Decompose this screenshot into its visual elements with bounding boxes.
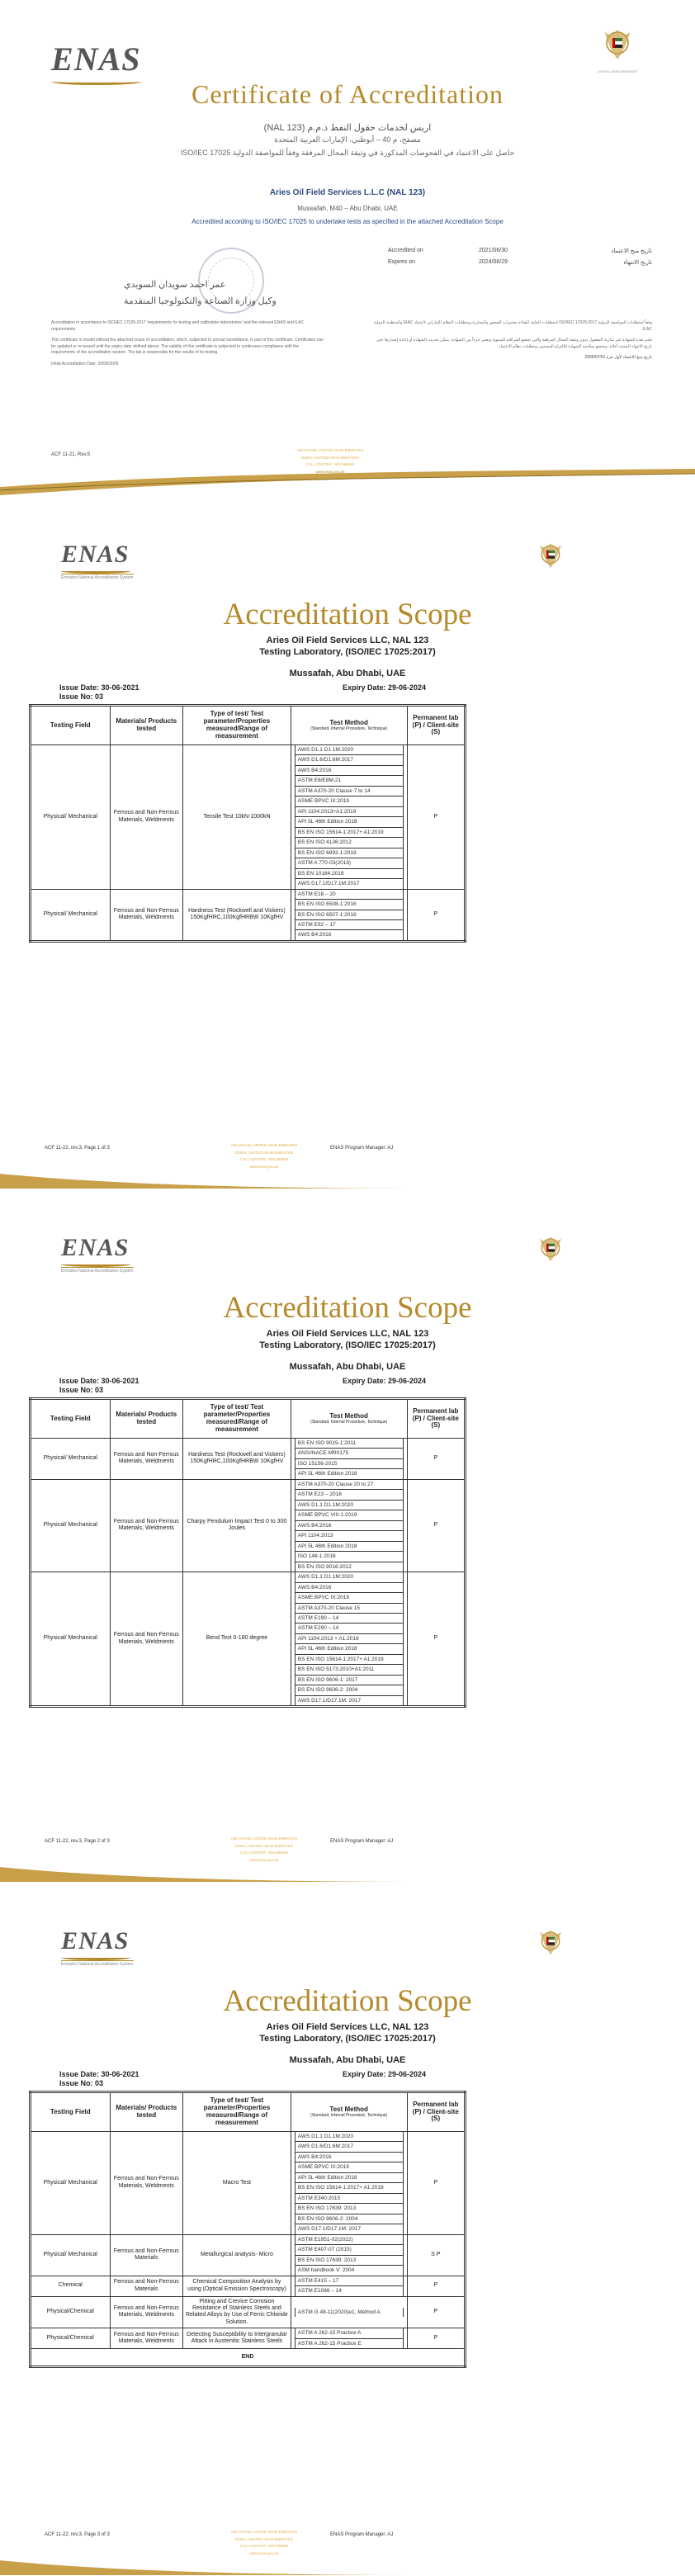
method-item: ASTM E1951-02(2022) [295,2235,403,2245]
method-item: BS EN ISO 15614-1:2017+ A1:2019 [295,828,403,838]
enas-tagline: Emirates National Accreditation System [61,1269,134,1274]
col-test-method [291,706,407,745]
issue-number: Issue No: 03 [59,692,104,701]
col-test-method [291,1399,407,1439]
method-item: ASTM G 48-11(2020)e1, Method A [297,2309,381,2315]
accredited-on-arabic: تاريخ منح الاعتماد [611,248,652,254]
table-body [31,1439,466,1707]
enas-logo [61,541,134,580]
method-list [295,2132,404,2234]
certificate-notes-arabic [371,320,652,366]
cell-test-type: Chemical Composition Analysis by using (Optical Emission Spectroscopy) [183,2276,291,2296]
method-item: ASTM E23 – 2018 [295,1490,403,1500]
col-test-type: Type of test/ Test parameter/Properties measured/Range of measurement [183,706,291,745]
col-test-type: Type of test/ Test parameter/Properties measured/Range of measurement [183,2092,291,2132]
program-manager: ENAS Program Manager: AJ [330,2532,394,2537]
col-test-method-sub: (Standard, Internal Procedure, Technique) [310,1419,388,1425]
method-item: ASTM E407-07 (2015) [295,2245,403,2255]
scope-title: Accreditation Scope [223,1291,472,1325]
cell-test-type: Tensile Test 10kN-1000kN [183,745,291,890]
initial-accreditation-arabic [371,355,652,362]
cell-test-type: Pitting and Crevice Corrosion Resistance of Stainless Steels and Related Alloys by Use of Ferric Chloride Solution. [183,2296,291,2328]
uae-emblem [534,538,567,576]
method-item: ASTM E1086 – 14 [297,2288,342,2295]
method-item: AWS D1.6/D1.6M:2017 [295,755,403,765]
signatory-name: عمر احمد سويدان السويدي [124,280,226,290]
method-item: AWS B4:2016 [295,766,403,776]
method-item: AWS D1.1 D1.1M:2020 [295,745,403,755]
scope-table [29,704,466,943]
scope-contact-3: CALL CENTER : 600 565656 [239,1157,289,1162]
method-item: ASTM E92 – 17 [295,920,403,930]
gold-wave-decoration [0,469,695,495]
contact-line-1: ABU DHABI, UNITED ARAB EMIRATES [296,448,364,452]
method-item: ASME BPVC IX:2019 [295,796,403,806]
page-footer-code: ACF 11-22, rev.3, Page 3 of 3 [45,2532,110,2537]
cell-materials: Ferrous and Non-Ferrous Materials, Weldments [110,2132,183,2235]
cell-lab-type: P [407,2296,465,2328]
issue-date: Issue Date: 30-06-2021 [59,2070,139,2078]
method-item: BS EN ISO 4136:2012 [295,838,403,848]
issue-date: Issue Date: 30-06-2021 [59,683,139,692]
uae-emblem [598,23,637,73]
falcon-emblem-icon [534,1925,567,1963]
scope-table [29,2091,466,2368]
scope-table [29,1397,466,1708]
table-row [31,2328,466,2349]
method-item: ASTM E8/E8M-21 [295,776,403,786]
cell-test-methods [291,2132,407,2235]
col-testing-field: Testing Field [31,1399,111,1439]
cell-test-methods [291,2234,407,2276]
table-row [31,2234,466,2276]
method-item: AWS D1.1 D1.1M:2020 [295,2132,403,2142]
cell-test-type: Detecting Susceptibility to Intergranular Attack in Austenitic Stainless Steels [183,2328,291,2349]
method-item: AWS D17.1/D17.1M:2017 [297,881,360,887]
note-3: Initial Accreditation Date: 30/06/2009 [51,361,119,366]
method-item: BS EN ISO 9015-1:2011 [295,1439,403,1449]
method-item: AWS D1.6/D1.6M:2017 [295,2142,403,2152]
cell-testing-field: Physical/Chemical [31,2296,111,2328]
cell-testing-field: Physical/ Mechanical [31,889,111,941]
cell-lab-type: P [407,2276,465,2296]
cell-lab-type: P [407,1479,465,1572]
falcon-emblem-icon [534,538,567,576]
cell-testing-field: Physical/ Mechanical [31,745,111,890]
cell-materials: Ferrous and Non-Ferrous Materials [110,2234,183,2276]
method-item: ASTM E190 – 14 [295,1614,403,1624]
method-item: ISO 15156-2015 [295,1459,403,1469]
method-item: API 1104:2013+A1:2019 [295,807,403,817]
expiry-date: Expiry Date: 29-06-2024 [343,2070,427,2078]
cell-test-type: Metallurgical analysis- Micro [183,2234,291,2276]
cell-materials: Ferrous and Non-Ferrous Materials, Weldments [110,2296,183,2328]
company-address: Mussafah, M40 – Abu Dhabi, UAE [297,205,398,212]
certificate-notes [51,320,324,372]
method-item: AWS D1.1 D1.1M:2020 [295,1572,403,1582]
scope-location: Mussafah, Abu Dhabi, UAE [289,669,406,678]
arabic-statement: حاصل على الاعتماد في الفحوصات المذكورة في وثيقة المجال المرفقة وفقاً للمواصفة الدولية ISO/IEC 17025 [180,149,515,157]
scope-contact-1: ABU DHABI, UNITED ARAB EMIRATES [230,2530,298,2534]
note-ar-1: وفقاً لمتطلبات المواصفة الدولية ISO/IEC 17025:2017 لمتطلبات العامة لكفاءة مختبرات الفحص والمعايرة ومتطلبات النظام الإماراتي لاعتماد EIAC والمنظمة الدولية ILAC. [373,320,652,332]
scope-page-2 [0,1189,695,1882]
scope-contact-web: www.enas.gov.ae [249,1857,279,1862]
method-item: ANSI/NACE MR0175 [295,1449,403,1458]
scope-contact-2: DUBAI, UNITED ARAB EMIRATES [234,1843,294,1848]
col-test-method-label: Test Method [329,2105,368,2113]
cell-test-methods [291,1439,407,1480]
initial-accreditation-ar-label: تاريخ منح الاعتماد لأول مرة [606,355,652,360]
method-item: API 1104:2013 + A1:2019 [295,1634,403,1644]
scope-page-1 [0,495,695,1189]
note-ar-2: تعتبر هذه الشهادة غير سارية المفعول بدون وثيقة المجال المرفقة والتي تخضع للمراقبة السنوية وتعتبر جزءاً من الشهادة. يمكن تحديث الشهادة أو إعادة إصدارها حتى تاريخ الانتهاء المحدد أعلاه، وتخضع صلاحية الشهادة للالتزام المستمر بمتطلبات نظام الاعتماد. [376,338,652,349]
cell-test-methods [291,745,407,890]
scope-contact-2: DUBAI, UNITED ARAB EMIRATES [234,1150,294,1155]
enas-wordmark: ENAS [61,1927,130,1954]
table-row [31,2276,466,2296]
cell-materials: Ferrous and Non-Ferrous Materials, Weldments [110,1479,183,1572]
method-item: BS EN ISO 9606-2: 2004 [295,1685,403,1695]
enas-wordmark: ENAS [51,40,141,78]
enas-logo [61,1234,134,1274]
method-item: ASTM E415 – 17 [295,2276,403,2286]
scope-contact-web: www.enas.gov.ae [249,2550,279,2555]
uae-emblem [534,1231,567,1269]
scope-standard: Testing Laboratory, (ISO/IEC 17025:2017) [259,647,436,657]
method-list [295,2328,404,2348]
cell-materials: Ferrous and Non-Ferrous Materials, Weldments [110,1572,183,1707]
cell-lab-type: S P [407,2234,465,2276]
enas-tagline: Emirates National Accreditation System [61,575,134,580]
method-item: ASTM A 770-03(2018) [295,858,403,868]
method-item: AWS B4:2016 [295,1583,403,1593]
enas-logo [61,1927,134,1967]
cell-lab-type: P [407,745,465,890]
uae-emblem [534,1925,567,1963]
method-list [295,745,404,889]
table-body [31,2132,466,2349]
cell-materials: Ferrous and Non-Ferrous Materials [110,2276,183,2296]
cell-test-type: Charpy Pendulum Impact Test 0 to 300 Joules [183,1479,291,1572]
table-row [31,1439,466,1480]
scope-contact-web: www.enas.gov.ae [249,1164,279,1169]
issue-number: Issue No: 03 [59,2079,104,2087]
cell-test-methods [291,1572,407,1707]
cell-test-methods [291,889,407,941]
scope-location: Mussafah, Abu Dhabi, UAE [289,1362,406,1372]
page-footer-code: ACF 11-22, rev.3, Page 1 of 3 [45,1146,110,1151]
falcon-emblem-icon [534,1231,567,1269]
method-item: ASTM A370-20 Clause 7 to 14 [295,787,403,796]
accredited-on-label: Accredited on [388,248,423,253]
gold-wave-decoration [0,1165,695,1189]
method-item: AWS B4:2016 [297,932,332,938]
expires-on-arabic: تاريخ الانتهاء [623,260,652,266]
cell-test-methods [291,1479,407,1572]
end-marker: END [31,2349,466,2367]
table-body [31,745,466,942]
scope-contact-1: ABU DHABI, UNITED ARAB EMIRATES [230,1143,298,1147]
contact-line-2: DUBAI, UNITED ARAB EMIRATES [300,455,360,460]
table-row [31,1572,466,1707]
note-2: This certificate is invalid without the attached scope of accreditation, which, subjected to annual surveillance, is part of this certificate. Certificates can be updated or re-issued until the expiry date defined above. The validity of this certificate is subjected to continuous compliance with the requirements of the accreditation system. The lab is responsible for the results of its testing. [51,338,324,355]
method-item: ASTM A370-20 Clause 15 [295,1604,403,1614]
col-lab-type: Permanent lab (P) / Client-site (S) [407,2092,465,2132]
method-list [295,2235,404,2276]
method-item: ASME BPVC VIII-1:2019 [295,1510,403,1520]
col-test-type: Type of test/ Test parameter/Properties measured/Range of measurement [183,1399,291,1439]
cell-testing-field: Physical/ Mechanical [31,1479,111,1572]
scope-standard: Testing Laboratory, (ISO/IEC 17025:2017) [259,2034,436,2044]
cell-testing-field: Physical/ Mechanical [31,2234,111,2276]
method-item: BS EN ISO 6507-1:2018 [295,910,403,920]
program-manager: ENAS Program Manager: AJ [330,1839,394,1844]
col-test-method-sub: (Standard, Internal Procedure, Technique) [310,726,388,731]
scope-contact-2: DUBAI, UNITED ARAB EMIRATES [234,2536,294,2541]
method-item: ASTM A 262-15 Practice A [295,2328,403,2338]
accredited-on-row [388,248,652,254]
expiry-date: Expiry Date: 29-06-2024 [343,1377,427,1385]
program-manager: ENAS Program Manager: AJ [330,1146,394,1151]
gold-wave-decoration [0,1859,695,1882]
scope-standard: Testing Laboratory, (ISO/IEC 17025:2017) [259,1340,436,1350]
cell-lab-type: P [407,2328,465,2349]
cell-test-methods [291,2296,407,2328]
method-item: API 5L 46th Edition 2018 [295,1542,403,1552]
cell-testing-field: Chemical [31,2276,111,2296]
table-header-row [31,1399,466,1439]
scope-lab-name: Aries Oil Field Services LLC, NAL 123 [266,2022,429,2032]
certificate-page [0,0,695,495]
arabic-company-name: اريس لخدمات حقول النفط ذ.م.م (NAL 123) [263,123,432,133]
cell-test-type: Macro Test [183,2132,291,2235]
col-testing-field: Testing Field [31,2092,111,2132]
method-item: BS EN ISO 17639: 2013 [295,2204,403,2214]
cell-test-methods [291,2276,407,2296]
col-test-method-label: Test Method [329,718,368,726]
method-list [295,1480,404,1572]
scope-contact-1: ABU DHABI, UNITED ARAB EMIRATES [230,1836,298,1841]
dates-block [388,248,652,271]
cell-lab-type: P [407,1572,465,1707]
certificate-form-code: ACF 11-21, Rev.5 [51,452,91,457]
company-name: Aries Oil Field Services L.L.C (NAL 123) [269,188,426,197]
method-item: AWS B4:2016 [295,1521,403,1531]
cell-test-methods [291,2328,407,2349]
method-item: ASM handbook V: 2004 [297,2267,355,2274]
method-item: BS EN ISO 6892-1:2019 [295,848,403,858]
issue-number: Issue No: 03 [59,1386,104,1394]
scope-lab-name: Aries Oil Field Services LLC, NAL 123 [266,1329,429,1339]
scope-contact-3: CALL CENTER : 600 565656 [239,2544,289,2549]
scope-title: Accreditation Scope [223,598,472,631]
method-item: ASTM A 262-15 Practice E [297,2340,362,2347]
col-test-method-sub: (Standard, Internal Procedure, Technique) [310,2112,388,2118]
method-item: ASTM E18 – 20 [295,890,403,900]
scope-title: Accreditation Scope [223,1984,472,2018]
method-item: BS EN ISO 15614-1:2017+ A1:2019 [295,2183,403,2193]
method-item: AWS D1.1 D1.1M:2020 [295,1501,403,1510]
cell-testing-field: Physical/ Mechanical [31,1572,111,1707]
method-item: API 5L 46th Edition 2018 [297,1471,357,1477]
method-item: BS EN ISO 9606-1: 2017 [295,1676,403,1685]
expires-on-label: Expires on [388,259,416,265]
cell-materials: Ferrous and Non-Ferrous Materials, Weldments [110,2328,183,2349]
col-materials: Materials/ Products tested [110,1399,183,1439]
method-list [295,1572,404,1705]
table-end-row [31,2349,466,2367]
method-item: BS EN 10164:2018 [295,869,403,879]
expires-on-value: 2024/06/29 [479,259,508,265]
col-materials: Materials/ Products tested [110,706,183,745]
cell-testing-field: Physical/ Mechanical [31,2132,111,2235]
enas-tagline: Emirates National Accreditation System [61,1962,134,1967]
method-item: API 1104:2013 [295,1531,403,1541]
col-lab-type: Permanent lab (P) / Client-site (S) [407,706,465,745]
method-item: BS EN ISO 9606-2: 2004 [295,2214,403,2224]
enas-wordmark: ENAS [61,541,130,568]
expires-on-row [388,259,652,266]
enas-wordmark: ENAS [61,1234,130,1261]
method-item: ISO 148-1:2016 [295,1552,403,1562]
gold-wave-decoration [0,2552,695,2575]
cell-lab-type: P [407,889,465,941]
certificate-title: Certificate of Accreditation [191,79,504,109]
method-item: ASME BPVC IX:2019 [295,2162,403,2172]
method-item: ASTM A370-20 Clause 20 to 27 [295,1480,403,1490]
scope-lab-name: Aries Oil Field Services LLC, NAL 123 [266,636,429,645]
initial-accreditation-ar-value: 2009/07/01 [584,355,606,360]
col-test-method [291,2092,407,2132]
table-row [31,745,466,890]
method-item: ASTM E290 – 14 [295,1624,403,1633]
accreditation-statement: Accredited according to ISO/IEC 17025 to undertake tests as specified in the attached Accreditation Scope [191,218,504,225]
contact-website: www.enas.gov.ae [315,469,345,474]
method-item: BS EN ISO 15614-1:2017+ A1:2019 [295,1655,403,1665]
method-item: API 5L 46th Edition 2018 [295,817,403,827]
table-header-row [31,706,466,745]
table-row [31,2132,466,2235]
method-item: AWS B4:2016 [295,2153,403,2162]
cell-test-type: Hardness Test (Rockwell and Vickers) 150KgfHRC,100KgfHRBW 10KgfHV [183,889,291,941]
cell-testing-field: Physical/ Mechanical [31,1439,111,1480]
col-test-method-label: Test Method [329,1411,368,1420]
method-item: API 5L 46th Edition 2018 [295,1644,403,1654]
cell-lab-type: P [407,1439,465,1480]
expiry-date: Expiry Date: 29-06-2024 [343,683,427,692]
signatory-title: وكيل وزارة الصناعة والتكنولوجيا المتقدمة [124,296,277,306]
cell-test-type: Bend Test 0-180 degree [183,1572,291,1707]
col-testing-field: Testing Field [31,706,111,745]
col-materials: Materials/ Products tested [110,2092,183,2132]
arabic-address: مصفح، م 40 – أبوظبي، الإمارات العربية المتحدة [274,135,421,144]
falcon-emblem-icon [598,23,637,69]
method-list [295,890,404,940]
cell-testing-field: Physical/Chemical [31,2328,111,2349]
method-list [295,2308,404,2317]
cell-materials: Ferrous and Non-Ferrous Materials, Weldments [110,745,183,890]
cell-materials: Ferrous and Non-Ferrous Materials, Weldments [110,889,183,941]
issue-date: Issue Date: 30-06-2021 [59,1377,139,1385]
table-header-row [31,2092,466,2132]
method-item: ASME BPVC IX:2019 [295,1593,403,1603]
method-item: AWS D17.1/D17.1M: 2017 [297,1697,362,1704]
note-1: Accreditation in accordance to ISO/IEC 17025:2017 'requirements for testing and calibration laboratories' and the relevant ENAS and ILAC requirements. [51,320,305,332]
method-item: BS EN ISO 5173:2010+A1:2011 [295,1665,403,1675]
scope-location: Mussafah, Abu Dhabi, UAE [289,2055,406,2065]
cell-materials: Ferrous and Non-Ferrous Materials, Weldments [110,1439,183,1480]
method-item: BS EN ISO 9016:2012 [297,1563,352,1570]
method-item: BS EN ISO 6508-1:2016 [295,900,403,910]
method-list [295,1439,404,1479]
accredited-on-value: 2021/06/30 [479,248,508,253]
page-footer-code: ACF 11-22, rev.3, Page 2 of 3 [45,1839,110,1844]
method-item: API 5L 46th Edition 2018 [295,2173,403,2183]
scope-page-3 [0,1882,695,2575]
method-item: AWS D17.1/D17.1M: 2017 [297,2226,362,2233]
scope-contact-3: CALL CENTER : 600 565656 [239,1850,289,1855]
col-lab-type: Permanent lab (P) / Client-site (S) [407,1399,465,1439]
table-row [31,889,466,941]
method-item: BS EN ISO 17639: 2013 [295,2256,403,2266]
contact-line-3: CALL CENTER : 600 565656 [305,462,355,467]
cell-lab-type: P [407,2132,465,2235]
table-row [31,1479,466,1572]
emblem-caption: UNITED ARAB EMIRATES [598,69,637,73]
enas-logo [51,40,142,85]
cell-test-type: Hardness Test (Rockwell and Vickers) 150KgfHRC,100KgfHRBW 10KgfHV [183,1439,291,1480]
method-list [295,2276,404,2296]
table-row [31,2296,466,2328]
method-item: ASTM E340:2015 [295,2194,403,2204]
